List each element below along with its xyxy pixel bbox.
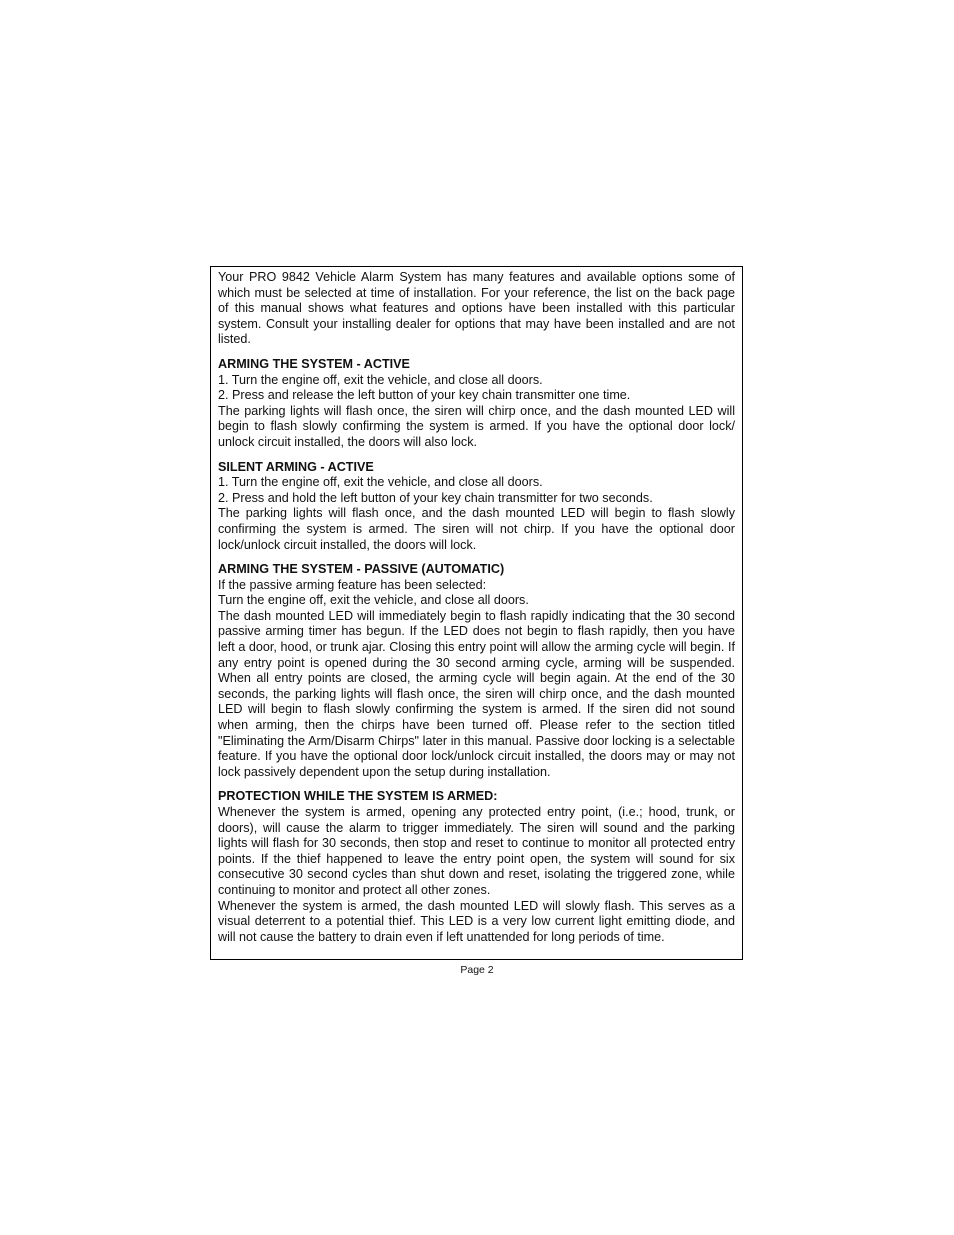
section-heading: ARMING THE SYSTEM - PASSIVE (AUTOMATIC): [218, 562, 505, 577]
section-paragraph: Whenever the system is armed, the dash mounted LED will slowly flash. This serves as a visual deterrent to a potential thief. This LED is a very low current light emitting diode, and will not cause the battery to drain even if left unattended for long periods of time.: [218, 898, 735, 944]
instruction-line: 1. Turn the engine off, exit the vehicle, and close all doors.: [218, 475, 543, 490]
instruction-line: 1. Turn the engine off, exit the vehicle, and close all doors.: [218, 372, 543, 387]
section-paragraph: The parking lights will flash once, the siren will chirp once, and the dash mounted LED will begin to flash slowly confirming the system is armed. If you have the optional door lock/ unlock circuit installed, the doors will also lock.: [218, 403, 735, 449]
instruction-line: 2. Press and hold the left button of your key chain transmitter for two seconds.: [218, 490, 653, 505]
section-heading: SILENT ARMING - ACTIVE: [218, 459, 374, 474]
section-paragraph: The parking lights will flash once, and the dash mounted LED will begin to flash slowly confirming the system is armed. The siren will not chirp. If you have the optional door lock/unlock circuit installed, the doors will lock.: [218, 506, 735, 552]
instruction-line: Turn the engine off, exit the vehicle, and close all doors.: [218, 593, 529, 608]
section-protection: [218, 789, 735, 945]
instruction-line: 2. Press and release the left button of your key chain transmitter one time.: [218, 388, 631, 403]
section-silent-arming: [218, 460, 735, 554]
instruction-line: If the passive arming feature has been selected:: [218, 577, 487, 592]
page-number: Page 2: [460, 964, 494, 976]
content-box: [210, 266, 743, 960]
section-arming-passive: [218, 562, 735, 780]
section-arming-active: [218, 357, 735, 451]
intro-paragraph: Your PRO 9842 Vehicle Alarm System has many features and available options some of which must be selected at time of installation. For your reference, the list on the back page of this manual shows what features and options have been installed with this particular system. Consult your installing dealer for options that may have been installed and are not listed.: [218, 270, 735, 347]
section-heading: ARMING THE SYSTEM - ACTIVE: [218, 356, 410, 371]
section-paragraph: The dash mounted LED will immediately begin to flash rapidly indicating that the 30 second passive arming timer has begun. If the LED does not begin to flash rapidly, then you have left a door, hood, or trunk ajar. Closing this entry point will allow the arming cycle will begin. If any entry point is opened during the 30 second arming cycle, arming will be suspended. When all entry points are closed, the arming cycle will begin again. At the end of the 30 seconds, the parking lights will flash once, the siren will chirp once, and the dash mounted LED will begin to flash slowly confirming the system is armed. If the siren did not sound when arming, then the chirps have been turned off. Please refer to the section titled "Eliminating the Arm/Disarm Chirps" later in this manual. Passive door locking is a selectable feature. If you have the optional door lock/unlock circuit installed, the doors may or may not lock passively dependent upon the setup during installation.: [218, 608, 735, 779]
section-heading: PROTECTION WHILE THE SYSTEM IS ARMED:: [218, 789, 498, 804]
section-paragraph: Whenever the system is armed, opening any protected entry point, (i.e.; hood, trunk, or doors), will cause the alarm to trigger immediately. The siren will sound and the parking lights will flash for 30 seconds, then stop and reset to continue to monitor all protected entry points. If the thief happened to leave the entry point open, the system will sound for six consecutive 30 second cycles than shut down and reset, isolating the triggered zone, while continuing to monitor and protect all other zones.: [218, 805, 735, 897]
